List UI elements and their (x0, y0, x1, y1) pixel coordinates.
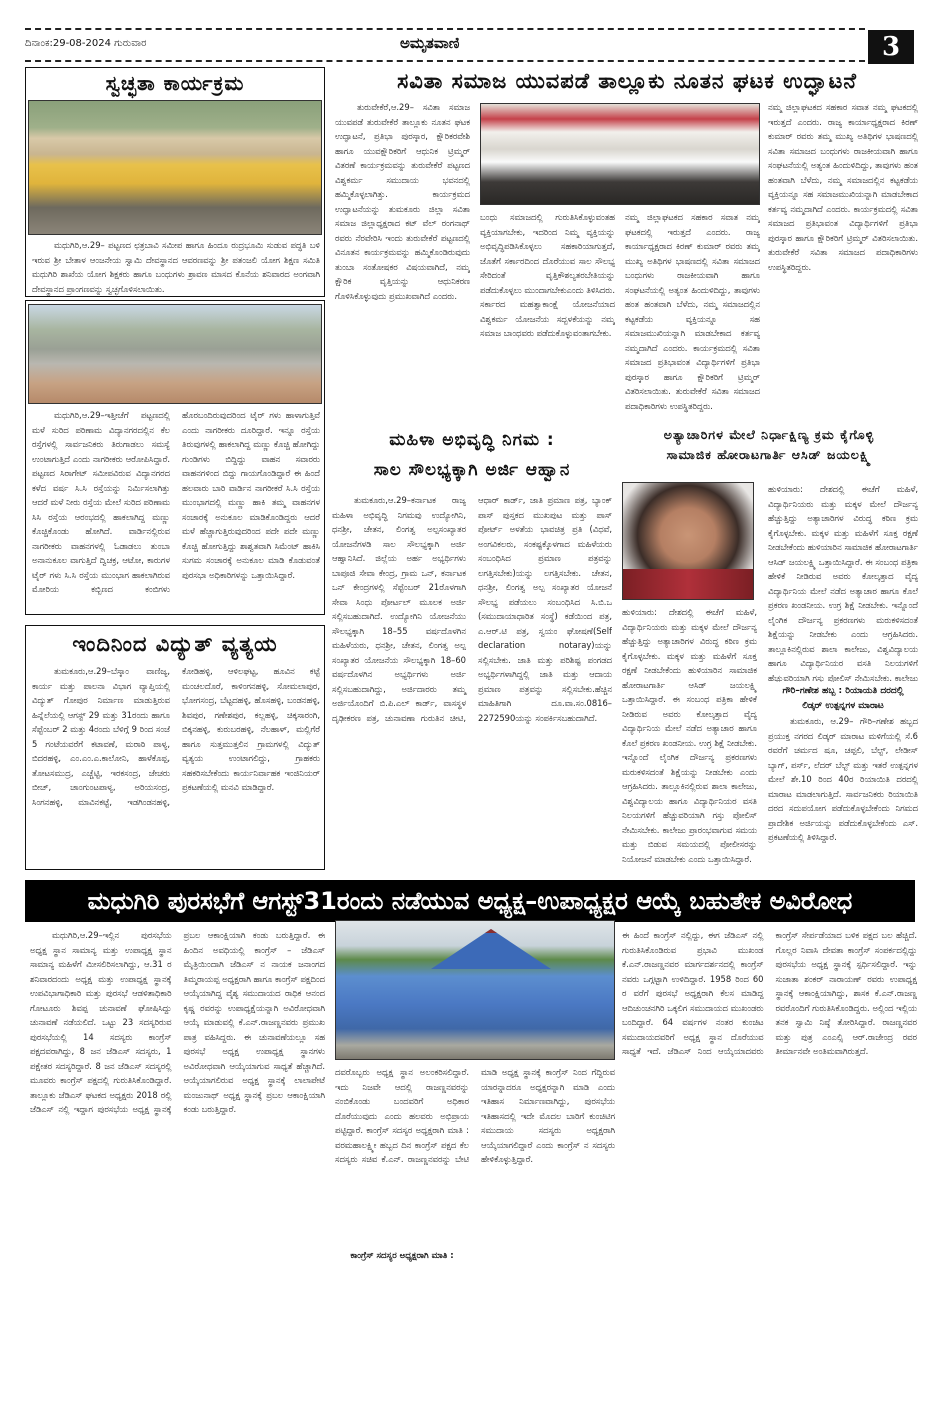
headline-mahila-line1: ಮಹಿಳಾ ಅಭಿವೃದ್ಧಿ ನಿಗಮ : (389, 430, 555, 450)
headline-jayalakshmi-line2: ಸಾಮಾಜಿಕ ಹೋರಾಟಗಾರ್ತಿ ಆಸಿಡ್ ಜಯಲಕ್ಷ್ಮಿ (666, 447, 872, 462)
photo-group-yellow-tshirts (28, 100, 322, 235)
masthead-top-rule (25, 28, 865, 30)
headline-swachhata: ಸ್ವಚ್ಛತಾ ಕಾರ್ಯಕ್ರಮ (105, 71, 245, 95)
article-body-right: ಈ ಹಿಂದೆ ಕಾಂಗ್ರೆಸ್ ನಲ್ಲಿದ್ದು, ಈಗ ಜೆಡಿಎಸ್ ನಲ್ಲಿ ಗುರುತಿಸಿಕೊಂಡಿರುವ ಪ್ರಭಾವಿ ಮುಖಂಡ ಕೆ.ಎನ್.ರಾಜಣ್ಣನವರ ಮಾರ್ಗದರ್ಶನದಲ್ಲಿ ಕಾಂಗ್ರೆಸ್ ನವರು ಒಗ್ಗಟ್ಟಾಗಿ ಉಳಿದಿದ್ದಾರೆ. 1958 ರಿಂದ 60 ರ ವರೆಗೆ ಪುರಸಭೆ ಅಧ್ಯಕ್ಷರಾಗಿ ಕೆಲಸ ಮಾಡಿದ್ದ ಆದಿಚುಂಚನಗಿರಿ ಒಕ್ಕಲಿಗ ಸಮುದಾಯದ ಮುಖಂಡರು ಬಂದಿದ್ದಾರೆ. 64 ವರ್ಷಗಳ ನಂತರ ಕುಂಚಿಟ ಸಮುದಾಯದವರಿಗೆ ಅಧ್ಯಕ್ಷ ಸ್ಥಾನ ದೊರೆಯುವ ಸಾಧ್ಯತೆ ಇದೆ. ಜೆಡಿಎಸ್ ನಿಂದ ಆಯ್ಕೆಯಾದವರು ಕಾಂಗ್ರೆಸ್ ಸೇರ್ಪಡೆಯಾದ ಬಳಿಕ ಪಕ್ಷದ ಬಲ ಹೆಚ್ಚಿದೆ. ಗೊಲ್ಲರ ನಿವಾಸಿ ದೇವತಾ ಕಾಂಗ್ರೆಸ್ ಸಂಪರ್ಕದಲ್ಲಿದ್ದು ಪುರಸಭೆಯ ಅಧ್ಯಕ್ಷ ಸ್ಥಾನಕ್ಕೆ ಸ್ಪರ್ಧಿಸಲಿದ್ದಾರೆ. ಇನ್ನು ಸುಜಾತಾ ಶಂಕರ್ ನಾರಾಯಣ್ ರವರು ಉಪಾಧ್ಯಕ್ಷ ಸ್ಥಾನಕ್ಕೆ ಆಕಾಂಕ್ಷಿಯಾಗಿದ್ದು, ಶಾಸಕ ಕೆ.ಎನ್.ರಾಜಣ್ಣ ರವರೊಂದಿಗೆ ಗುರುತಿಸಿಕೊಂಡಿದ್ದರು. ಅಲ್ಲಿಂದ ಇಲ್ಲಿಯ ತನಕ ಸ್ವಾಮಿ ನಿಷ್ಠೆ ತೋರಿಸಿದ್ದಾರೆ. ರಾಜಣ್ಣನವರ ಮತ್ತು ಪುತ್ರ ಎಂಎಲ್ಸಿ ಆರ್.ರಾಜೇಂದ್ರ ರವರ ತೀರ್ಮಾನವೇ ಅಂತಿಮವಾಗಿರುತ್ತದೆ. (622, 930, 917, 1056)
article-body-col3a: ನಮ್ಮ ಜಿಲ್ಲಾಘಟಕದ ಸಹಕಾರ ಸವಾತ ನಮ್ಮ ಘಟಕದಲ್ಲಿ ಇರುತ್ತದೆ ಎಂದರು. ರಾಜ್ಯ ಕಾರ್ಯಾಧ್ಯಕ್ಷರಾದ ಕಿರಣ್ ಕುಮಾರ್ ರವರು ತಮ್ಮ ಮುಖ್ಯ ಅತಿಥಿಗಳ ಭಾಷಣದಲ್ಲಿ ಸವಿತಾ ಸಮಾಜದ ಬಂಧುಗಳು ರಾಜಕೀಯವಾಗಿ ಹಾಗೂ ಸಂಘಟನೆಯಲ್ಲಿ ಅತ್ಯಂತ ಹಿಂದುಳಿದಿದ್ದು, ತಾವುಗಳು ಹಂತ ಹಂತವಾಗಿ ಬೆಳೆದು, ನಮ್ಮ ಸಮಾಜದಲ್ಲಿನ ಕಟ್ಟಕಡೆಯ ವ್ಯಕ್ತಿಯನ್ನೂ ಸಹ ಸಮಾಜಮುಖಿಯನ್ನಾಗಿ ಮಾಡಬೇಕಾದ ಕರ್ತವ್ಯ ನಮ್ಮದಾಗಿದೆ ಎಂದರು. ಕಾರ್ಯಕ್ರಮದಲ್ಲಿ ಸವಿತಾ ಸಮಾಜದ ಪ್ರತಿಭಾವಂತ ವಿದ್ಯಾರ್ಥಿಗಳಿಗೆ ಪ್ರತಿಭಾ ಪುರಸ್ಕಾರ ಹಾಗೂ ಕ್ಷೌರಿಕರಿಗೆ ಟ್ರಿಮ್ಮರ್ ವಿತರಿಸಲಾಯಿತು. ತುರುವೇಕೆರೆ ಸವಿತಾ ಸಮಾಜದ ಪದಾಧಿಕಾರಿಗಳು ಉಪಸ್ಥಿತರಿದ್ದರು. (625, 212, 760, 411)
photo-portrait (622, 482, 754, 600)
newspaper-title: ಅಮೃತವಾಣಿ (400, 34, 460, 52)
headline-ganesha-line1: ಗೌರಿ–ಗಣೇಶ ಹಬ್ಬ : ರಿಯಾಯತಿ ದರದಲ್ಲಿ (782, 686, 904, 696)
article-body: ಮಧುಗಿರಿ,ಆ.29–ಇತ್ತೀಚೆಗೆ ಪಟ್ಟಣದಲ್ಲಿ ಮಳೆ ಸುರಿದ ಪರಿಣಾಮ ವಿದ್ಯಾನಗರದಲ್ಲಿನ ಕೆಲ ರಸ್ತೆಗಳಲ್ಲಿ ಸಾರ್ವಜನಿಕರು ತಿರುಗಾಡಲು ಸಮಸ್ಯೆ ಉಂಟಾಗುತ್ತಿದೆ ಎಂದು ನಾಗರೀಕರು ಆರೋಪಿಸಿದ್ದಾರೆ. ಪಟ್ಟಣದ ಸಿರಾಗೇಟ್ ಸಮೀಪವಿರುವ ವಿದ್ಯಾನಗರದ ಕಳೆದ ವರ್ಷ ಸಿ.ಸಿ ರಸ್ತೆಯನ್ನು ನಿರ್ಮಿಸಲಾಗಿತ್ತು ಆದರೆ ಮಳೆ ನೀರು ರಸ್ತೆಯ ಮೇಲೆ ಸುರಿದ ಪರಿಣಾಮ ಸಿಸಿ ರಸ್ತೆಯ ಆರಂಭದಲ್ಲಿ ಹಾಕಲಾಗಿದ್ದ ಮಣ್ಣು ಕೊಚ್ಚಿಕೊಂಡು ಹೋಗಿದೆ. ವಾರ್ಡಿನಲ್ಲಿರುವ ನಾಗರೀಕರು ವಾಹನಗಳಲ್ಲಿ ಓಡಾಡಲು ತುಂಬಾ ಅನಾನುಕೂಲ ವಾಗುತ್ತಿದೆ ದ್ವಿಚಕ್ರ, ಆಟೋ, ಕಾರುಗಳ ಟೈರ್ ಗಳು ಸಿ.ಸಿ ರಸ್ತೆಯ ಮುಂಭಾಗ ಹಾಕಲಾಗಿರುವ ಮೋರಿಯ ಕಬ್ಬಿಣದ ಕಂಬಿಗಳು ಹೊರಬಂದಿರುವುದರಿಂದ ಟೈರ್ ಗಳು ಹಾಳಾಗುತ್ತಿವೆ ಎಂದು ನಾಗರೀಕರು ದೂರಿದ್ದಾರೆ. ಇನ್ನೂ ರಸ್ತೆಯ ತಿರುವುಗಳಲ್ಲಿ ಹಾಕಲಾಗಿದ್ದ ಮಣ್ಣು ಕೊಚ್ಚಿ ಹೋಗಿದ್ದು ಗುಂಡಿಗಳು ಬಿದ್ದಿದ್ದು ವಾಹನ ಸವಾರರು ವಾಹನಗಳಿಂದ ಬಿದ್ದು ಗಾಯಗೊಂಡಿದ್ದಾರೆ ಈ ಹಿಂದೆ ಹಲವಾರು ಬಾರಿ ವಾರ್ಡಿನ ನಾಗರೀಕರೆ ಸಿ.ಸಿ ರಸ್ತೆಯ ಮುಂಭಾಗದಲ್ಲಿ ಮಣ್ಣು ಹಾಕಿ ತಮ್ಮ ವಾಹನಗಳ ಸಂಚಾರಕ್ಕೆ ಅನುಕೂಲ ಮಾಡಿಕೊಂಡಿದ್ದರು ಆದರೆ ಮಳೆ ಹೆಚ್ಚಾಗುತ್ತಿರುವುದರಿಂದ ಪದೇ ಪದೇ ಮಣ್ಣು ಕೊಚ್ಚಿ ಹೋಗುತ್ತಿದ್ದು ಶಾಶ್ವತವಾಗಿ ಸಿಮೆಂಟ್ ಹಾಕಿಸಿ ಸುಗಮ ಸಂಚಾರಕ್ಕೆ ಅನುಕೂಲ ಮಾಡಿ ಕೊಡುವಂತೆ ಪುರಸಭಾ ಅಧಿಕಾರಿಗಳನ್ನು ಒತ್ತಾಯಿಸಿದ್ದಾರೆ. (32, 410, 320, 594)
article-ganesha (768, 684, 918, 864)
photo-road-damage (28, 304, 322, 404)
article-road (25, 300, 325, 615)
photo-saree-detail (623, 569, 753, 599)
photo-municipal-building (335, 920, 615, 1060)
article-body-mid: ದವರೊಬ್ಬರು ಅಧ್ಯಕ್ಷ ಸ್ಥಾನ ಅಲಂಕರಿಸಲಿದ್ದಾರೆ. ಇದು ನಿಜವೇ ಆದಲ್ಲಿ ರಾಜಣ್ಣನವರನ್ನು ನಂಬಿಕೊಂಡು ಬಂದವರಿಗೆ ಅಧಿಕಾರ ದೊರೆಯುವುದು ಎಂದು ಹಲವರು ಅಭಿಪ್ರಾಯ ಪಟ್ಟಿದ್ದಾರೆ. ಕಾಂಗ್ರೆಸ್ ಸದಸ್ಯರ ಅಧ್ಯಕ್ಷರಾಗಿ ಮಾತಿ : ವರಮಹಾಲಕ್ಷ್ಮೀ ಹಬ್ಬದ ದಿನ ಕಾಂಗ್ರೆಸ್ ಪಕ್ಷದ ಕೆಲ ಸದಸ್ಯರು ಸಚಿವ ಕೆ.ಎನ್. ರಾಜಣ್ಣನವರನ್ನು ಬೇಟಿ ಮಾಡಿ ಅಧ್ಯಕ್ಷ ಸ್ಥಾನಕ್ಕೆ ಕಾಂಗ್ರೆಸ್ ನಿಂದ ಗೆದ್ದಿರುವ ಯಾರನ್ನಾದರೂ ಅಧ್ಯಕ್ಷರನ್ನಾಗಿ ಮಾಡಿ ಎಂದು ಇತಿಹಾಸ ನಿರ್ಮಾಣವಾಗಿದ್ದು, ಪುರಸಭೆಯ ಇತಿಹಾಸದಲ್ಲಿ ಇದೇ ಮೊದಲ ಬಾರಿಗೆ ಕುಂಚಿಟಿಗ ಸಮುದಾಯ ಸದಸ್ಯರು ಅಧ್ಯಕ್ಷರಾಗಿ ಆಯ್ಕೆಯಾಗಲಿದ್ದಾರೆ ಎಂದು ಕಾಂಗ್ರೆಸ್ ನ ಸದಸ್ಯರು ಹೇಳಿಕೊಳ್ಳುತ್ತಿದ್ದಾರೆ. (335, 1067, 615, 1164)
masthead-bottom-rule (25, 60, 865, 62)
article-body-col1: ತುರುವೇಕೆರೆ,ಆ.29– ಸವಿತಾ ಸಮಾಜ ಯುವಪಡೆ ತುರುವೇಕೆರೆ ತಾಲ್ಲೂಕು ನೂತನ ಘಟಕ ಉದ್ಘಾಟನೆ, ಪ್ರತಿಭಾ ಪುರಸ್ಕಾರ, ಕ್ಷೌರಿಕರವೇಶಿ ಹಾಗೂ ಯುವಕ್ಷೌರಿಕರಿಗೆ ಆಧುನಿಕ ಟ್ರಿಮ್ಮರ್ ವಿತರಣೆ ಕಾರ್ಯಕ್ರಮವನ್ನು ತುರುವೇಕೆರೆ ಪಟ್ಟಣದ ವಿಶ್ವಕರ್ಮ ಸಮುದಾಯ ಭವನದಲ್ಲಿ ಹಮ್ಮಿಕೊಳ್ಳಲಾಗಿತ್ತು. ಕಾರ್ಯಕ್ರಮದ ಉದ್ಘಾಟನೆಯನ್ನು ತುಮಕೂರು ಜಿಲ್ಲಾ ಸವಿತಾ ಸಮಾಜ ಜಿಲ್ಲಾಧ್ಯಕ್ಷರಾದ ಕಟ್ ವೆಲ್ ರಂಗನಾಥ್ ರವರು ನೆರವೇರಿಸಿ ಇಂದು ತುರುವೇಕೆರೆ ಪಟ್ಟಣದಲ್ಲಿ ವಿನೂತನ ಕಾರ್ಯಕ್ರಮವನ್ನು ಹಮ್ಮಿಕೊಂಡಿರುವುದು ತುಂಬಾ ಸಂತೋಷಕರ ವಿಷಯವಾಗಿದೆ, ನಮ್ಮ ಕ್ಷೌರಿಕ ವೃತ್ತಿಯನ್ನು ಆಧುನಿಕರಣ ಗೊಳಿಸಿಕೊಳ್ಳುವುದು ಪ್ರಮುಖವಾಗಿದೆ ಎಂದರು. (335, 102, 470, 301)
headline-ganesha-line2: ಲಿಡ್ಕರ್ ಉತ್ಪನ್ನಗಳ ಮಾರಾಟ (802, 701, 884, 711)
page-number: 3 (868, 30, 914, 64)
article-mahila (332, 425, 612, 863)
article-power-outage (25, 625, 325, 870)
article-body-col2: ಬಂಧು ಸಮಾಜದಲ್ಲಿ ಗುರುತಿಸಿಕೊಳ್ಳುವಂತಹ ವ್ಯಕ್ತಿಯಾಗಬೇಕು, ಇದರಿಂದ ನಿಮ್ಮ ವ್ಯಕ್ತಿಯನ್ನು ಅಭಿವೃದ್ಧಿಪಡಿಸಿಕೊಳ್ಳಲು ಸಹಕಾರಿಯಾಗುತ್ತದೆ, ಜೊತೆಗೆ ಸರ್ಕಾರದಿಂದ ದೊರೆಯುವ ಸಾಲ ಸೌಲಭ್ಯ ಸೇರಿದಂತೆ ವೃತ್ತಿಕೌಶಲ್ಯತರಬೇತಿಯನ್ನು ಪಡೆದುಕೊಳ್ಳಲು ಮುಂದಾಗಬೇಕುಎಂದು ತಿಳಿಸಿದರು. ಸರ್ಕಾರದ ಮಹತ್ವಾಕಾಂಕ್ಷೆ ಯೋಜನೆಯಾದ ವಿಶ್ವಕರ್ಮ ಯೋಜನೆಯ ಸದ್ಬಳಕೆಯನ್ನು ನಮ್ಮ ಸಮಾಜ ಬಾಂಧವರು ಪಡೆದುಕೊಳ್ಳುವಂತಾಗಬೇಕು. (480, 212, 615, 338)
headline-purasabhe: ಮಧುಗಿರಿ ಪುರಸಭೆಗೆ ಆಗಸ್ಟ್31ರಂದು ನಡೆಯುವ ಅಧ್ಯಕ್ಷ–ಉಪಾಧ್ಯಕ್ಷರ ಆಯ್ಕೆ ಬಹುತೇಕ ಅವಿರೋಧ (25, 880, 915, 922)
article-swachhata (25, 67, 325, 297)
headline-mahila-line2: ಸಾಲ ಸೌಲಭ್ಯಕ್ಕಾಗಿ ಅರ್ಜಿ ಆಹ್ವಾನ (373, 460, 571, 480)
article-body-col1: ಹುಳಿಯಾರು: ದೇಶದಲ್ಲಿ ಈಚೆಗೆ ಮಹಿಳೆ, ವಿದ್ಯಾರ್ಥಿನಿಯರು ಮತ್ತು ಮಕ್ಕಳ ಮೇಲೆ ದೌರ್ಜನ್ಯ ಹೆಚ್ಚುತ್ತಿದ್ದು ಅತ್ಯಾಚಾರಿಗಳ ವಿರುದ್ಧ ಕಠಿಣ ಕ್ರಮ ಕೈಗೊಳ್ಳಬೇಕು. ಮಕ್ಕಳ ಮತ್ತು ಮಹಿಳೆಗೆ ಸೂಕ್ತ ರಕ್ಷಣೆ ನೀಡಬೇಕೆಂದು ಹುಳಿಯಾರಿನ ಸಾಮಾಜಿಕ ಹೋರಾಟಗಾರ್ತಿ ಆಸಿಡ್ ಜಯಲಕ್ಷ್ಮಿ ಒತ್ತಾಯಿಸಿದ್ದಾರೆ. ಈ ಸಂಬಂಧ ಪತ್ರಿಕಾ ಹೇಳಿಕೆ ನೀಡಿರುವ ಅವರು ಕೋಲ್ಕತ್ತಾದ ವೈದ್ಯ ವಿದ್ಯಾರ್ಥಿನಿಯ ಮೇಲೆ ನಡೆದ ಅತ್ಯಾಚಾರ ಹಾಗೂ ಕೊಲೆ ಪ್ರಕರಣ ಖಂಡನೀಯ. ಉಗ್ರ ಶಿಕ್ಷೆ ನೀಡಬೇಕು. ಇನ್ನೊಂದೆ ಲೈಂಗಿಕ ದೌರ್ಜನ್ಯ ಪ್ರಕರಣಗಳು ಮರುಕಳಿಸದಂತೆ ಶಿಕ್ಷೆಯನ್ನು ನೀಡಬೇಕು ಎಂದು ಆಗ್ರಹಿಸಿದರು. ತಾಲ್ಲೂಕಿನಲ್ಲಿರುವ ಶಾಲಾ ಕಾಲೇಜು, ವಿಶ್ವವಿದ್ಯಾಲಯ ಹಾಗೂ ವಿದ್ಯಾರ್ಥಿನಿಯರ ವಸತಿ ನಿಲಯಗಳಿಗೆ ಹೆಚ್ಚುವರಿಯಾಗಿ ಗಸ್ತು ಪೋಲಿಸ್ ನೇಮಿಸಬೇಕು. ಕಾಲೇಜು ಪ್ರಾರಂಭವಾಗುವ ಸಮಯ ಮತ್ತು ಬಿಡುವ ಸಮಯದಲ್ಲಿ ಪೋಲೀಸರನ್ನು ನಿಯೋಜನೆ ಮಾಡಬೇಕು ಎಂದು ಒತ್ತಾಯಿಸಿದ್ದಾರೆ. (622, 607, 757, 864)
headline-jayalakshmi-line1: ಅತ್ಯಾಚಾರಿಗಳ ಮೇಲೆ ನಿರ್ಧಾಕ್ಷಿಣ್ಯ ಕ್ರಮ ಕೈಗೊಳ್ಳಿ (663, 427, 875, 442)
article-body-col2: ಹುಳಿಯಾರು: ದೇಶದಲ್ಲಿ ಈಚೆಗೆ ಮಹಿಳೆ, ವಿದ್ಯಾರ್ಥಿನಿಯರು ಮತ್ತು ಮಕ್ಕಳ ಮೇಲೆ ದೌರ್ಜನ್ಯ ಹೆಚ್ಚುತ್ತಿದ್ದು ಅತ್ಯಾಚಾರಿಗಳ ವಿರುದ್ಧ ಕಠಿಣ ಕ್ರಮ ಕೈಗೊಳ್ಳಬೇಕು. ಮಕ್ಕಳ ಮತ್ತು ಮಹಿಳೆಗೆ ಸೂಕ್ತ ರಕ್ಷಣೆ ನೀಡಬೇಕೆಂದು ಹುಳಿಯಾರಿನ ಸಾಮಾಜಿಕ ಹೋರಾಟಗಾರ್ತಿ ಆಸಿಡ್ ಜಯಲಕ್ಷ್ಮಿ ಒತ್ತಾಯಿಸಿದ್ದಾರೆ. ಈ ಸಂಬಂಧ ಪತ್ರಿಕಾ ಹೇಳಿಕೆ ನೀಡಿರುವ ಅವರು ಕೋಲ್ಕತ್ತಾದ ವೈದ್ಯ ವಿದ್ಯಾರ್ಥಿನಿಯ ಮೇಲೆ ನಡೆದ ಅತ್ಯಾಚಾರ ಹಾಗೂ ಕೊಲೆ ಪ್ರಕರಣ ಖಂಡನೀಯ. ಉಗ್ರ ಶಿಕ್ಷೆ ನೀಡಬೇಕು. ಇನ್ನೊಂದೆ ಲೈಂಗಿಕ ದೌರ್ಜನ್ಯ ಪ್ರಕರಣಗಳು ಮರುಕಳಿಸದಂತೆ ಶಿಕ್ಷೆಯನ್ನು ನೀಡಬೇಕು ಎಂದು ಆಗ್ರಹಿಸಿದರು. ತಾಲ್ಲೂಕಿನಲ್ಲಿರುವ ಶಾಲಾ ಕಾಲೇಜು, ವಿಶ್ವವಿದ್ಯಾಲಯ ಹಾಗೂ ವಿದ್ಯಾರ್ಥಿನಿಯರ ವಸತಿ ನಿಲಯಗಳಿಗೆ ಹೆಚ್ಚುವರಿಯಾಗಿ ಗಸ್ತು ಪೋಲಿಸ್ ನೇಮಿಸಬೇಕು. ಕಾಲೇಜು (768, 484, 918, 682)
article-body: ತುಮಕೂರು,ಆ.29–ಬೆಸ್ಕಾಂ ವಾಣಿಜ್ಯ, ಕಾರ್ಯ ಮತ್ತು ಪಾಲನಾ ವಿಭಾಗ ವ್ಯಾಪ್ತಿಯಲ್ಲಿ ವಿದ್ಯುತ್ ಗೋಪುರ ನಿರ್ಮಾಣ ಮಾಡುತ್ತಿರುವ ಹಿನ್ನೆಲೆಯಲ್ಲಿ ಆಗಸ್ಟ್ 29 ಮತ್ತು 31ರಂದು ಹಾಗೂ ಸೆಪ್ಟೆಂಬರ್ 2 ಮತ್ತು 4ರಂದು ಬೆಳಿಗ್ಗೆ 9 ರಿಂದ ಸಂಜೆ 5 ಗಂಟೆಯವರೆಗೆ ಕಟಾವಣೆ, ಮರಾಠಿ ಪಾಳ್ಯ, ಬಿದರಹಳ್ಳಿ, ಎಂ.ಎಂ.ಎ.ಕಾಲೋನಿ, ಹಾಳೆಕೊಪ್ಪ, ತೋಟಸಮುದ್ರ, ಎಚ್ಚೆಟ್ಟಿ, ಇರಕಸಂದ್ರ, ಜೇಚರು ಬೀಚ್, ಚಾಂಗುಂಟಪಾಳ್ಯ, ಅರಿಯಸಂದ್ರ, ಸಿಂಗನಹಳ್ಳಿ, ಮಾವಿನಕಟ್ಟೆ, ಇಡಗಿಂಡನಹಳ್ಳಿ, ಕೋಡಿಹಳ್ಳಿ, ಆಳಿಲಘಟ್ಟ, ಹೂವಿನ ಕಟ್ಟೆ ಮಂಚಲದೊರೆ, ಕಾಳಿಂಗನಹಳ್ಳಿ, ಸೋಮಲಾಪುರ, ಭೋಗಸಂದ್ರ, ಬೆಟ್ಟದಹಳ್ಳಿ, ಹೊಸಹಳ್ಳಿ, ಬಂಡನಹಳ್ಳಿ, ಶಿವಪುರ, ಗಣೇಶಪುರ, ಕಲ್ಲಹಳ್ಳಿ, ಚಿಕ್ಕಸಾರಂಗಿ, ಬಿಕ್ಕನಹಳ್ಳಿ, ಕುರುಬರಹಳ್ಳಿ, ನೆಲಹಾಳ್, ಮಲ್ಲಿಗೆರೆ ಹಾಗೂ ಸುತ್ತಮುತ್ತಲಿನ ಗ್ರಾಮಗಳಲ್ಲಿ ವಿದ್ಯುತ್ ವ್ಯತ್ಯಯ ಉಂಟಾಗಲಿದ್ದು, ಗ್ರಾಹಕರು ಸಹಕರಿಸಬೇಕೆಂದು ಕಾರ್ಯನಿರ್ವಾಹಕ ಇಂಜಿನಿಯರ್ ಪ್ರಕಟಣೆಯಲ್ಲಿ ಮನವಿ ಮಾಡಿದ್ದಾರೆ. (32, 666, 320, 807)
article-jayalakshmi (620, 425, 918, 465)
article-body-left: ಮಧುಗಿರಿ,ಆ.29–ಇಲ್ಲಿನ ಪುರಸಭೆಯ ಅಧ್ಯಕ್ಷ ಸ್ಥಾನ ಸಾಮಾನ್ಯ ಮತ್ತು ಉಪಾಧ್ಯಕ್ಷ ಸ್ಥಾನ ಸಾಮಾನ್ಯ ಮಹಿಳೆಗೆ ಮೀಸಲಿರಿಸಲಾಗಿದ್ದು, ಆ.31 ರ ಶನಿವಾರದಂದು ಅಧ್ಯಕ್ಷ ಮತ್ತು ಉಪಾಧ್ಯಕ್ಷ ಸ್ಥಾನಕ್ಕೆ ಉಪವಿಭಾಗಾಧಿಕಾರಿ ಮತ್ತು ಪುರಸಭೆ ಆಡಳಿತಾಧಿಕಾರಿ ಗೋಟೂರು ಶಿವಪ್ಪ ಚುನಾವಣೆ ಘೋಷಿಸಿದ್ದು ಚುನಾವಣೆ ನಡೆಯಲಿದೆ. ಒಟ್ಟು 23 ಸದಸ್ಯರಿರುವ ಪುರಸಭೆಯಲ್ಲಿ 14 ಸದಸ್ಯರು ಕಾಂಗ್ರೆಸ್ ಪಕ್ಷದವರಾಗಿದ್ದು, 8 ಜನ ಜೆಡಿಎಸ್ ಸದಸ್ಯರು, 1 ಪಕ್ಷೇತರ ಸದಸ್ಯರಿದ್ದಾರೆ. 8 ಜನ ಜೆಡಿಎಸ್ ಸದಸ್ಯರಲ್ಲಿ ಮೂವರು ಕಾಂಗ್ರೆಸ್ ಪಕ್ಷದಲ್ಲಿ ಗುರುತಿಸಿಕೊಂಡಿದ್ದಾರೆ. ತಾಲ್ಲೂಕು ಜೆಡಿಎಸ್ ಘಟಕದ ಅಧ್ಯಕ್ಷರು 2018 ರಲ್ಲಿ ಜೆಡಿಎಸ್ ನಲ್ಲಿ ಇದ್ದಾಗ ಪುರಸಭೆಯ ಅಧ್ಯಕ್ಷ ಸ್ಥಾನಕ್ಕೆ ಪ್ರಬಲ ಆಕಾಂಕ್ಷಿಯಾಗಿ ಕಂಡು ಬರುತ್ತಿದ್ದಾರೆ. ಈ ಹಿಂದಿನ ಅವಧಿಯಲ್ಲಿ ಕಾಂಗ್ರೆಸ್ – ಜೆಡಿಎಸ್ ಮೈತ್ರಿಯಿಂದಾಗಿ ಜೆಡಿಎಸ್ ನ ನಾಯಕ ಜನಾಂಗದ ತಿಮ್ಮರಾಯಪ್ಪ ಅಧ್ಯಕ್ಷರಾಗಿ ಹಾಗೂ ಕಾಂಗ್ರೆಸ್ ಪಕ್ಷದಿಂದ ಆಯ್ಕೆಯಾಗಿದ್ದ ವೈಶ್ಯ ಸಮುದಾಯದ ರಾಧಿಕ ಆನಂದ ಕೃಷ್ಣ ರವರನ್ನು ಉಪಾಧ್ಯಕ್ಷೆಯನ್ನಾಗಿ ಅವಿರೋಧವಾಗಿ ಆಯ್ಕೆ ಮಾಡುವಲ್ಲಿ ಕೆ.ಎನ್.ರಾಜಣ್ಣನವರು ಪ್ರಮುಖ ಪಾತ್ರ ವಹಿಸಿದ್ದರು. ಈ ಚುನಾವಣೆಯಲ್ಲೂ ಸಹ ಪುರಸಭೆ ಅಧ್ಯಕ್ಷ ಉಪಾಧ್ಯಕ್ಷ ಸ್ಥಾನಗಳು ಅವಿರೋಧವಾಗಿ ಆಯ್ಕೆಯಾಗುವ ಸಾಧ್ಯತೆ ಹೆಚ್ಚಾಗಿದೆ. ಆಯ್ಕೆಯಾಗಲಿರುವ ಅಧ್ಯಕ್ಷ ಸ್ಥಾನಕ್ಕೆ ಲಾಲಾಪೇಟೆ ಮಂಜುನಾಥ್ ಅಧ್ಯಕ್ಷ ಸ್ಥಾನಕ್ಕೆ ಪ್ರಬಲ ಆಕಾಂಕ್ಷಿಯಾಗಿ ಕಂಡು ಬರುತ್ತಿದ್ದಾರೆ. (30, 930, 325, 1114)
building-roof-gable (431, 929, 551, 969)
article-body: ಮಧುಗಿರಿ,ಆ.29– ಪಟ್ಟಣದ ಛತ್ರಬಾವಿ ಸಮೀಪ ಹಾಗೂ ಹಿಂದೂ ರುದ್ರಭೂಮಿ ಸುಡುವ ಪದ್ಧತಿ ಬಳಿ ಇರುವ ಶ್ರೀ ಬೇತಾಳ ಆಂಜನೇಯ ಸ್ವಾಮಿ ದೇವಸ್ಥಾನದ ಆವರಣವನ್ನು ಶ್ರೀ ಪತಂಜಲಿ ಯೋಗ ಶಿಕ್ಷಣ ಸಮಿತಿ ಮಧುಗಿರಿ ಶಾಖೆಯ ಯೋಗ ಶಿಕ್ಷಕರು ಹಾಗೂ ಬಂಧುಗಳು ಶ್ರಾವಣ ಮಾಸದ ಕೊನೆಯ ಶನಿವಾರದ ಅಂಗವಾಗಿ ದೇವಸ್ಥಾನದ ಪ್ರಾಂಗಣವನ್ನು ಸ್ವಚ್ಛಗೊಳಿಸಲಾಯಿತು. (32, 240, 320, 294)
subhead-congress: ಕಾಂಗ್ರೆಸ್ ಸದಸ್ಯರ ಅಧ್ಯಕ್ಷರಾಗಿ ಮಾತಿ : (335, 1250, 469, 1263)
headline-savitha: ಸವಿತಾ ಸಮಾಜ ಯುವಪಡೆ ತಾಲ್ಲೂಕು ನೂತನ ಘಟಕ ಉದ್ಘಾಟನೆ (397, 69, 857, 93)
article-body: ತುಮಕೂರು,ಆ.29–ಕರ್ನಾಟಕ ರಾಜ್ಯ ಮಹಿಳಾ ಅಭಿವೃದ್ಧಿ ನಿಗಮವು ಉದ್ಯೋಗಿನಿ, ಧನಶ್ರೀ, ಚೇತನ, ಲಿಂಗತ್ವ ಅಲ್ಪಸಂಖ್ಯಾತರ ಯೋಜನೆಗಳಡಿ ಸಾಲ ಸೌಲಭ್ಯಕ್ಕಾಗಿ ಅರ್ಜಿ ಆಹ್ವಾನಿಸಿದೆ. ಜಿಲ್ಲೆಯ ಅರ್ಹ ಅಭ್ಯರ್ಥಿಗಳು ಬಾಪೂಜಿ ಸೇವಾ ಕೇಂದ್ರ, ಗ್ರಾಮ ಒನ್, ಕರ್ನಾಟಕ ಒನ್ ಕೇಂದ್ರಗಳಲ್ಲಿ ಸೆಪ್ಟೆಂಬರ್ 21ರೊಳಗಾಗಿ ಸೇವಾ ಸಿಂಧು ಪೋರ್ಟಲ್ ಮೂಲಕ ಅರ್ಜಿ ಸಲ್ಲಿಸಬಹುದಾಗಿದೆ. ಉದ್ಯೋಗಿನಿ ಯೋಜನೆಯು ಸೌಲಭ್ಯಕ್ಕಾಗಿ 18–55 ವರ್ಷದೊಳಗಿನ ಮಹಿಳೆಯರು, ಧನಶ್ರೀ, ಚೇತನ, ಲಿಂಗತ್ವ ಅಲ್ಪ ಸಂಖ್ಯಾತರ ಯೋಜನೆಯ ಸೌಲಭ್ಯಕ್ಕಾಗಿ 18–60 ವರ್ಷದೊಳಗಿನ ಅಭ್ಯರ್ಥಿಗಳು ಅರ್ಜಿ ಸಲ್ಲಿಸಬಹುದಾಗಿದ್ದು, ಅರ್ಜಿದಾರರು ತಮ್ಮ ಅರ್ಜಿಯೊಂದಿಗೆ ಬಿ.ಪಿ.ಎಲ್ ಕಾರ್ಡ್, ವಾಸಸ್ಥಳ ದೃಢೀಕರಣ ಪತ್ರ, ಚುನಾವಣಾ ಗುರುತಿನ ಚೀಟಿ, ಆಧಾರ್ ಕಾರ್ಡ್, ಜಾತಿ ಪ್ರಮಾಣ ಪತ್ರ, ಬ್ಯಾಂಕ್ ಪಾಸ್ ಪುಸ್ತಕದ ಮುಖಪುಟ ಮತ್ತು ಪಾಸ್ ಪೋರ್ಟ್ ಅಳತೆಯ ಭಾವಚಿತ್ರ ಪ್ರತಿ (ವಿಧವೆ, ಅಂಗವಿಕಲರು, ಸಂಕಷ್ಟಕ್ಕೊಳಗಾದ ಮಹಿಳೆಯರು ಸಂಬಂಧಿಸಿದ ಪ್ರಮಾಣ ಪತ್ರವನ್ನು ಲಗತ್ತಿಸಬೇಕು)ಯನ್ನು ಲಗತ್ತಿಸಬೇಕು. ಚೇತನ, ಧನಶ್ರೀ, ಲಿಂಗತ್ವ ಅಲ್ಪ ಸಂಖ್ಯಾತರ ಯೋಜನೆ ಸೌಲಭ್ಯ ಪಡೆಯಲು ಸಂಬಂಧಿಸಿದ ಸಿ.ಬಿ.ಒ (ಸಮುದಾಯಾಧಾರಿತ ಸಂಸ್ಥೆ) ಕಡೆಯಿಂದ ಪತ್ರ, ಎ.ಆರ್.ಟಿ ಪತ್ರ, ಸ್ವಯಂ ಘೋಷಣೆ(Self declaration notaray)ಯನ್ನು ಸಲ್ಲಿಸಬೇಕು. ಜಾತಿ ಮತ್ತು ಪರಿಶಿಷ್ಟ ಪಂಗಡದ ಅಭ್ಯರ್ಥಿಗಳಾಗಿದ್ದಲ್ಲಿ ಜಾತಿ ಮತ್ತು ಆದಾಯ ಪ್ರಮಾಣ ಪತ್ರವನ್ನು ಸಲ್ಲಿಸಬೇಕು.ಹೆಚ್ಚಿನ ಮಾಹಿತಿಗಾಗಿ ದೂ.ವಾ.ಸಂ.0816–2272590ಯನ್ನು ಸಂಪರ್ಕಿಸಬಹುದಾಗಿದೆ. (332, 495, 612, 723)
article-body-col3: ನಮ್ಮ ಜಿಲ್ಲಾಘಟಕದ ಸಹಕಾರ ಸವಾತ ನಮ್ಮ ಘಟಕದಲ್ಲಿ ಇರುತ್ತದೆ ಎಂದರು. ರಾಜ್ಯ ಕಾರ್ಯಾಧ್ಯಕ್ಷರಾದ ಕಿರಣ್ ಕುಮಾರ್ ರವರು ತಮ್ಮ ಮುಖ್ಯ ಅತಿಥಿಗಳ ಭಾಷಣದಲ್ಲಿ ಸವಿತಾ ಸಮಾಜದ ಬಂಧುಗಳು ರಾಜಕೀಯವಾಗಿ ಹಾಗೂ ಸಂಘಟನೆಯಲ್ಲಿ ಅತ್ಯಂತ ಹಿಂದುಳಿದಿದ್ದು, ತಾವುಗಳು ಹಂತ ಹಂತವಾಗಿ ಬೆಳೆದು, ನಮ್ಮ ಸಮಾಜದಲ್ಲಿನ ಕಟ್ಟಕಡೆಯ ವ್ಯಕ್ತಿಯನ್ನೂ ಸಹ ಸಮಾಜಮುಖಿಯನ್ನಾಗಿ ಮಾಡಬೇಕಾದ ಕರ್ತವ್ಯ ನಮ್ಮದಾಗಿದೆ ಎಂದರು. ಕಾರ್ಯಕ್ರಮದಲ್ಲಿ ಸವಿತಾ ಸಮಾಜದ ಪ್ರತಿಭಾವಂತ ವಿದ್ಯಾರ್ಥಿಗಳಿಗೆ ಪ್ರತಿಭಾ ಪುರಸ್ಕಾರ ಹಾಗೂ ಕ್ಷೌರಿಕರಿಗೆ ಟ್ರಿಮ್ಮರ್ ವಿತರಿಸಲಾಯಿತು. ತುರುವೇಕೆರೆ ಸವಿತಾ ಸಮಾಜದ ಪದಾಧಿಕಾರಿಗಳು ಉಪಸ್ಥಿತರಿದ್ದರು. (768, 102, 918, 272)
issue-date: ದಿನಾಂಕ:29-08-2024 ಗುರುವಾರ (25, 38, 147, 49)
headline-power-outage: ಇಂದಿನಿಂದ ವಿದ್ಯುತ್ ವ್ಯತ್ಯಯ (72, 632, 278, 656)
article-body: ತುಮಕೂರು, ಆ.29– ಗೌರಿ–ಗಣೇಶ ಹಬ್ಬದ ಪ್ರಯುಕ್ತ ನಗರದ ಲಿಡ್ಕರ್ ಮಾರಾಟ ಮಳಿಗೆಯಲ್ಲಿ ಸೆ.6 ರವರೆಗೆ ಚರ್ಮದ ಷೂ, ಚಪ್ಪಲಿ, ಬೆಲ್ಟ್, ಲೇಡೀಸ್ ಬ್ಯಾಗ್, ಪರ್ಸ್, ಲೆದರ್ ಬೆಲ್ಟ್ ಮತ್ತು ಇತರೆ ಉತ್ಪನ್ನಗಳ ಮೇಲೆ ಶೇ.10 ರಿಂದ 40ರ ರಿಯಾಯಿತಿ ದರದಲ್ಲಿ ಮಾರಾಟ ಮಾಡಲಾಗುತ್ತಿದೆ. ಸಾರ್ವಜನಿಕರು ರಿಯಾಯಿತಿ ದರದ ಸದುಪಯೋಗ ಪಡೆದುಕೊಳ್ಳಬೇಕೆಂದು ನಿಗಮದ ಪ್ರಾದೇಶಿಕ ಅರ್ಜಿಯನ್ನು ಪಡೆದುಕೊಳ್ಳಬೇಕೆಂದು ಎಸ್. ಪ್ರಕಟಣೆಯಲ್ಲಿ ತಿಳಿಸಿದ್ದಾರೆ. (768, 716, 918, 842)
photo-lamp-lighting (480, 103, 760, 205)
